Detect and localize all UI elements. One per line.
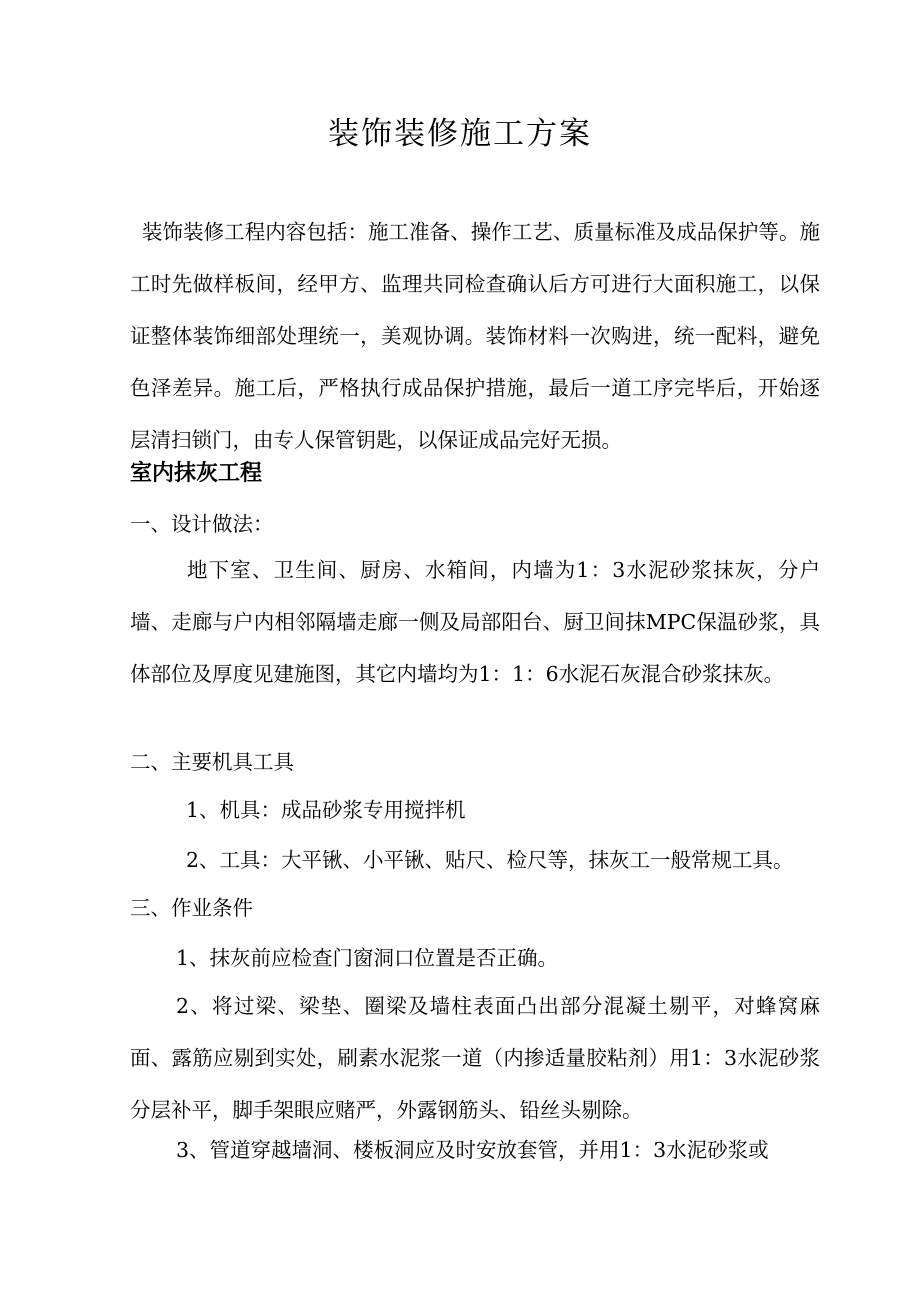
tools-item-1: 1、机具：成品砂浆专用搅拌机	[186, 798, 466, 822]
intro-paragraph: 装饰装修工程内容包括：施工准备、操作工艺、质量标准及成品保护等。施工时先做样板间，经甲方、监理共同检查确认后方可进行大面积施工，以保证整体装饰细部处理统一，美观协调。装饰材料一次购进，统一配料，避免色泽差异。施工后，严格执行成品保护措施，最后一道工序完毕后，开始逐层清扫锁门，由专人保管钥匙，以保证成品完好无损。	[130, 220, 820, 452]
conditions-heading: 三、作业条件	[130, 896, 253, 920]
design-heading: 一、设计做法：	[130, 512, 274, 536]
document-title: 装饰装修施工方案	[328, 116, 592, 152]
conditions-item-3: 3、管道穿越墙洞、楼板洞应及时安放套管，并用1：3水泥砂浆或	[176, 1138, 769, 1162]
section-heading: 室内抹灰工程	[130, 461, 263, 486]
tools-heading: 二、主要机具工具	[130, 750, 294, 774]
conditions-item-1: 1、抹灰前应检查门窗洞口位置是否正确。	[176, 946, 559, 970]
tools-item-2: 2、工具：大平锹、小平锹、贴尺、检尺等，抹灰工一般常规工具。	[186, 848, 794, 872]
conditions-item-2: 2、将过梁、梁垫、圈梁及墙柱表面凸出部分混凝土剔平，对蜂窝麻面、露筋应剔到实处，刷素水泥浆一道（内掺适量胶粘剂）用1：3水泥砂浆分层补平，脚手架眼应赌严，外露钢筋头、铅丝头剔除。	[130, 994, 820, 1122]
design-body: 地下室、卫生间、厨房、水箱间，内墙为1：3水泥砂浆抹灰，分户墙、走廊与户内相邻隔墙走廊一侧及局部阳台、厨卫间抹MPC保温砂浆，具体部位及厚度见建施图，其它内墙均为1：1：6水泥石灰混合砂浆抹灰。	[130, 558, 820, 686]
